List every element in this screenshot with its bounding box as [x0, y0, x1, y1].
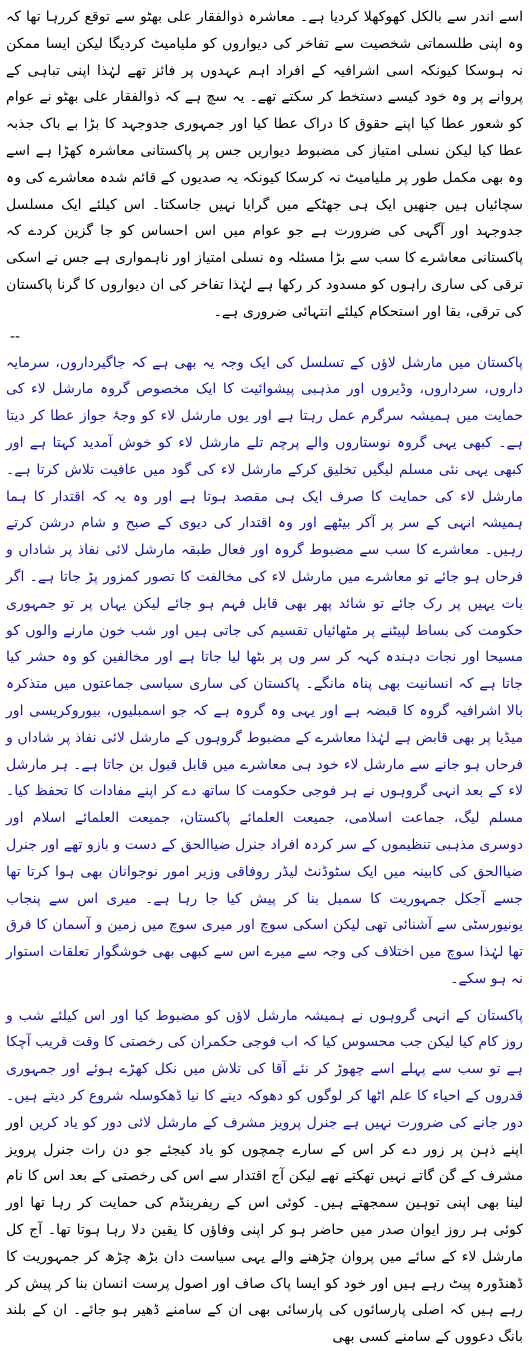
article-paragraph-3 — [6, 1003, 523, 1351]
article-paragraph-3-continued: اور اپنے ذہن پر زور دے کر اس کے سارے چمچوں کو یاد کیجئے جو دن رات جنرل پرویز مشرف کے گن گاتے نہیں تھکتے تھے لیکن آج اقتدار سے اس کی رخصتی کے بعد اس کا نام لینا بھی اپنی توہین سمجھتے ہیں۔ کوئی اس کے ریفرینڈم کی حمایت کر رہا تھا اور کوئی ہر روز ایوان صدر میں حاضر ہو کر اپنی وفاؤں کا یقین دلا رہا ہوتا تھا۔ آج کل مارشل لاء کے سائے میں پروان چڑھنے والے یہی سیاست دان بڑھ چڑھ کر جمہوریت کا ڈھنڈورہ پیٹ رہے ہیں اور خود کو ایسا پاک صاف اور اصول پرست انسان بنا کر پیش کر رہے ہیں کہ اصلی پارسائوں کی پارسائی بھی ان کے سامنے ڈھیر ہو جائے۔ ان کے بلند بانگ دعووں کے سامنے کسی بھی — [6, 1114, 523, 1346]
article-paragraph-2: پاکستان میں مارشل لاؤں کے تسلسل کی ایک وجہ یہ بھی ہے کہ جاگیرداروں، سرمایہ داروں، سرداروں، وڈیروں اور مذہبی پیشوائیت کا ایک مخصوص گروہ مارشل لاء کی حمایت میں ہمیشہ سرگرم عمل رہتا ہے اور یوں مارشل لاء کو وجۂ جواز عطا کر دیتا ہے۔ کبھی یہی گروہ نوستاروں والے پرچم تلے مارشل لاء کو خوش آمدید کہتا ہے اور کبھی یہی نئی مسلم لیگیں تخلیق کرکے مارشل لاء کی گود میں عافیت تلاش کرتا ہے۔ مارشل لاء کی حمایت کا صرف ایک ہی مقصد ہوتا ہے اور وہ یہ کہ اقتدار کا ہما ہمیشہ انہی کے سر پر آکر بیٹھے اور وہ اقتدار کی دیوی کے صبح و شام درشن کرتے رہیں۔ معاشرے کا سب سے مضبوط گروہ اور فعال طبقہ مارشل لائی نفاذ پر شاداں و فرحاں ہو جائے تو معاشرے میں مارشل لاء کی مخالفت کا تصور کمزور پڑ جاتا ہے۔ اگر بات یہیں پر رک جائے تو شائد پھر بھی قابل فہم ہو جائے لیکن یہاں پر تو جمہوری حکومت کی بساط لپیٹنے پر مٹھائیاں تقسیم کی جاتی ہیں اور شب خون مارنے والوں کو مسیحا اور نجات دہندہ کہہ کر سر وں پر بٹھا لیا جاتا ہے اور مخالفین کو وہ حشر کیا جاتا ہے کہ انسانیت بھی پناہ مانگے۔ پاکستان کی ساری سیاسی جماعتوں میں متذکرہ بالا اشرافیہ گروہ کا قبضہ ہے اور یہی وہ گروہ ہے کہ جو اسمبلیوں، بیوروکریسی اور میڈیا پر بھی قابض ہے لہٰذا معاشرے کے مضبوط گروہوں کے مارشل لائی نفاذ پر شاداں و فرحاں ہو جانے سے مارشل لاء خود ہی معاشرے میں قابل قبول بن جاتا ہے۔ ہر مارشل لاء کے بعد انہی گروہوں نے ہر فوجی حکومت کا ساتھ دے کر اپنے مفادات کا تحفظ کیا۔ مسلم لیگ، جماعت اسلامی، جمیعت العلمائے پاکستان، جمیعت العلمائے اسلام اور دوسری مذہبی تنظیموں کے سر کردہ افراد جنرل ضیاالحق کے دست و بازو تھے اور جنرل ضیاالحق کی کابینہ میں ایک سٹوڈنٹ لیڈر روفاقی وزیر امور نوجوانان بھی ہوا کرتا تھا جسے آجکل جمہوریت کا سمبل بنا کر پیش کیا جا رہا ہے۔ میری اس سے پنجاب یونیورسٹی سے آشنائی تھی لیکن اسکی سوچ اور میری سوچ میں زمین و آسمان کا فرق تھا لہٰذا سوچ میں اختلاف کی وجہ سے میرے اس سے کبھی بھی خوشگوار تعلقات استوار نہ ہو سکے۔ — [6, 354, 523, 987]
article-paragraph-3-highlight: پاکستان کے انہی گروہوں نے ہمیشہ مارشل لاؤں کو مضبوط کیا اور اس کیلئے شب و روز کام کیا لیکن جب محسوس کیا کہ اب فوجی حکمران کی رخصتی کا وقت قریب آچکا ہے تو سب سے پہلے اسے چھوڑ کر نئے آقا کی تلاش میں نکل کھڑے ہوئے اور جمہوری قدروں کے احیاء کا علم اٹھا کر لوگوں کو دھوکہ دینے کا نیا ڈھکوسلہ شروع کر دیتے ہیں۔ دور جانے کی ضرورت نہیں ہے جنرل پرویز مشرف کے مارشل لائی دور کو یاد کریں — [6, 1007, 524, 1131]
section-separator: -- — [10, 328, 21, 345]
article-paragraph-1: اسے اندر سے بالکل کھوکھلا کردیا ہے۔ معاشرہ ذوالفقار علی بھٹو سے توقع کررہا تھا کہ وہ اپنی طلسماتی شخصیت سے تفاخر کی دیواروں کو ملیامیٹ کردیگا لیکن ایسا ممکن نہ ہوسکا کیونکہ اسی اشرافیہ کے افراد اہم عہدوں پر فائز تھے لہٰذا اپنی تباہی کے پروانے پر وہ خود کیسے دستخط کر سکتے تھے۔ یہ سچ ہے کہ ذوالفقار علی بھٹو نے عوام کو شعور عطا کیا اپنے حقوق کا دراک عطا کیا اور جمہوری جدوجہد کا بڑا بے باک جذبہ عطا کیا لیکن نسلی امتیاز کی مضبوط دیواریں جس پر پاکستانی معاشرہ کھڑا ہے اسے وہ بھی مکمل طور پر ملیامیٹ نہ کرسکا کیونکہ یہ صدیوں کے قائم شدہ معاشرے کی وہ سچائیاں ہیں جنھیں ایک ہی جھٹکے میں گرایا نہیں جاسکتا۔ اس کیلئے ایک مسلسل جدوجہد اور آگہی کی ضرورت ہے جو عوام میں اس احساس کو جا گزین کردے کہ پاکستانی معاشرے کا سب سے بڑا مسئلہ وہ نسلی امتیاز اور ناہمواری ہے جس نے اسکی ترقی کی ساری راہوں کو مسدود کر رکھا ہے لہٰذا تفاخر کی ان دیواروں کا گرنا پاکستان کی ترقی، بقا اور استحکام کیلئے انتہائی ضروری ہے۔ — [6, 9, 523, 320]
